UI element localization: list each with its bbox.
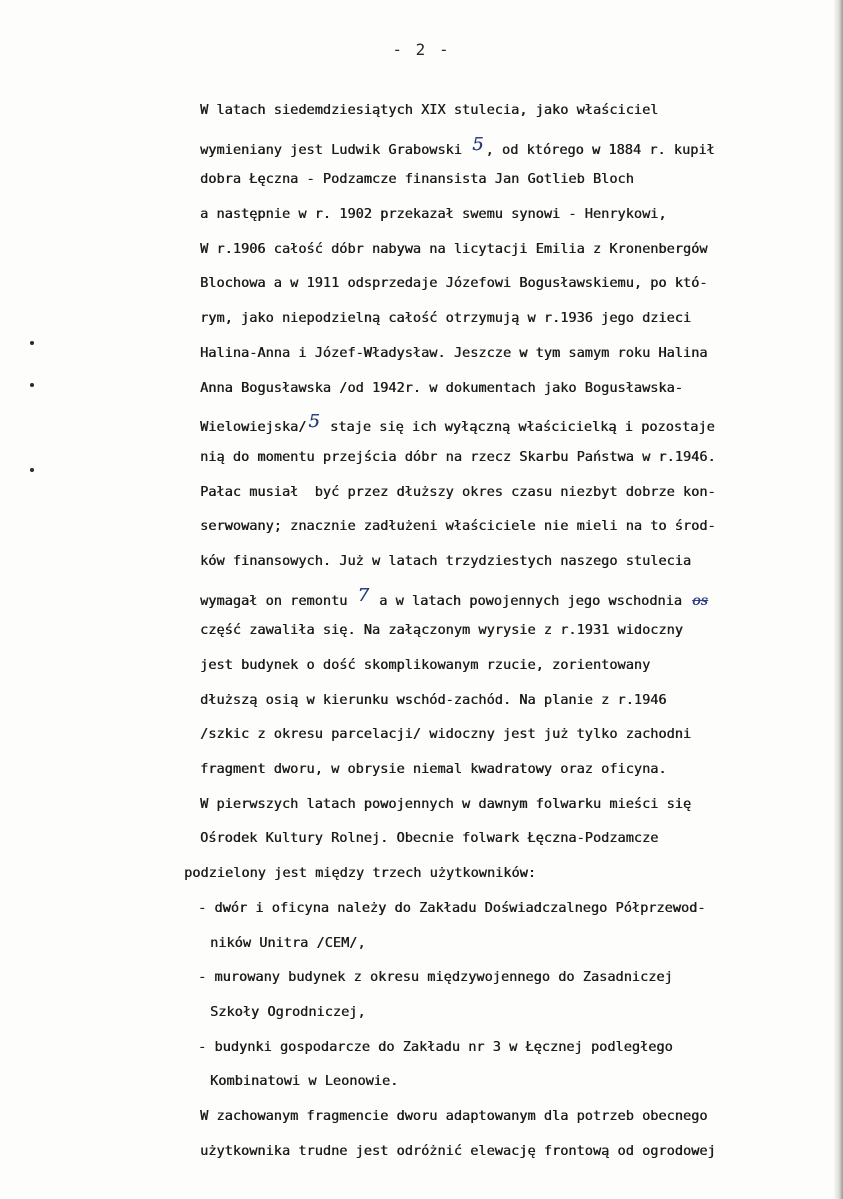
text-line-part: staje się ich wyłączną właścicielką i pozostaje: [321, 419, 715, 436]
text-line: [184, 405, 834, 440]
margin-dot: [30, 341, 34, 345]
text-line: jest budynek o dość skomplikowanym rzucie, zorientowany: [200, 657, 651, 673]
text-line: [184, 128, 834, 163]
text-line: /szkic z okresu parcelacji/ widoczny jest już tylko zachodni: [200, 726, 692, 743]
text-line: część zawaliła się. Na załączonym wyrysie z r.1931 widoczny: [200, 622, 683, 639]
list-item-continuation: ników Unitra /CEM/,: [210, 934, 366, 951]
text-line-part: Wielowiejska/: [200, 419, 307, 436]
text-line: Halina-Anna i Józef-Władysław. Jeszcze w tym samym roku Halina: [200, 344, 708, 361]
text-line: serwowany; znacznie zadłużeni właściciele nie mieli na to środ-: [200, 518, 716, 535]
text-line-part: a w latach powojennych jego wschodnia: [370, 592, 682, 609]
list-item: - murowany budynek z okresu międzywojennego do Zasadniczej: [198, 969, 673, 986]
text-line: fragment dworu, w obrysie niemal kwadratowy oraz oficyna.: [200, 761, 667, 778]
text-line: W zachowanym fragmencie dworu adaptowanym dla potrzeb obecnego: [200, 1107, 708, 1124]
text-line: Pałac musiał być przez dłuższy okres czasu niezbyt dobrze kon-: [200, 483, 716, 500]
text-line: rym, jako niepodzielną całość otrzymują w r.1936 jego dzieci: [200, 310, 692, 327]
page-number: - 2 -: [392, 40, 451, 59]
footnote-mark: 5: [308, 411, 320, 433]
text-line: ków finansowych. Już w latach trzydziestych naszego stulecia: [200, 552, 692, 569]
text-line: W r.1906 całość dóbr nabywa na licytacji Emilia z Kronenbergów: [200, 240, 708, 257]
text-line-part: , od którego w 1884 r. kupił: [485, 141, 715, 158]
text-line: [184, 579, 834, 614]
footnote-mark: 7: [357, 584, 369, 606]
text-line: Ośrodek Kultury Rolnej. Obecnie folwark Łęczna-Podzamcze: [200, 830, 659, 847]
text-line: W latach siedemdziesiątych XIX stulecia, jako właściciel: [200, 102, 659, 118]
text-line: nią do momentu przejścia dóbr na rzecz Skarbu Państwa w r.1946.: [200, 448, 716, 465]
text-line: użytkownika trudne jest odróżnić elewację frontową od ogrodowej: [200, 1142, 716, 1159]
typed-text-body: [184, 93, 834, 1168]
margin-dot: [30, 468, 34, 472]
page-edge-shadow: [833, 0, 843, 1199]
text-line: dłuższą osią w kierunku wschód-zachód. Na planie z r.1946: [200, 691, 667, 708]
text-line-part: wymieniany jest Ludwik Grabowski: [200, 141, 471, 158]
text-line: Blochowa a w 1911 odsprzedaje Józefowi Bogusławskiemu, po któ-: [200, 275, 708, 292]
margin-dot: [30, 383, 34, 387]
text-line: a następnie w r. 1902 przekazał swemu synowi - Henrykowi,: [200, 206, 667, 223]
list-item: - dwór i oficyna należy do Zakładu Doświadczalnego Półprzewod-: [198, 899, 706, 916]
list-item-continuation: Kombinatowi w Leonowie.: [210, 1073, 399, 1090]
text-line: dobra Łęczna - Podzamcze finansista Jan Gotlieb Bloch: [200, 171, 634, 188]
handwritten-correction: os: [692, 592, 708, 609]
text-line-part: wymagał on remontu: [200, 592, 356, 609]
list-item: - budynki gospodarcze do Zakładu nr 3 w Łęcznej podległego: [198, 1038, 673, 1055]
text-line: podzielony jest między trzech użytkowników:: [184, 865, 536, 882]
text-line: W pierwszych latach powojennych w dawnym folwarku mieści się: [200, 795, 692, 812]
list-item-continuation: Szkoły Ogrodniczej,: [210, 1003, 366, 1020]
footnote-mark: 5: [472, 133, 484, 155]
text-line: Anna Bogusławska /od 1942r. w dokumentach jako Bogusławska-: [200, 379, 683, 396]
